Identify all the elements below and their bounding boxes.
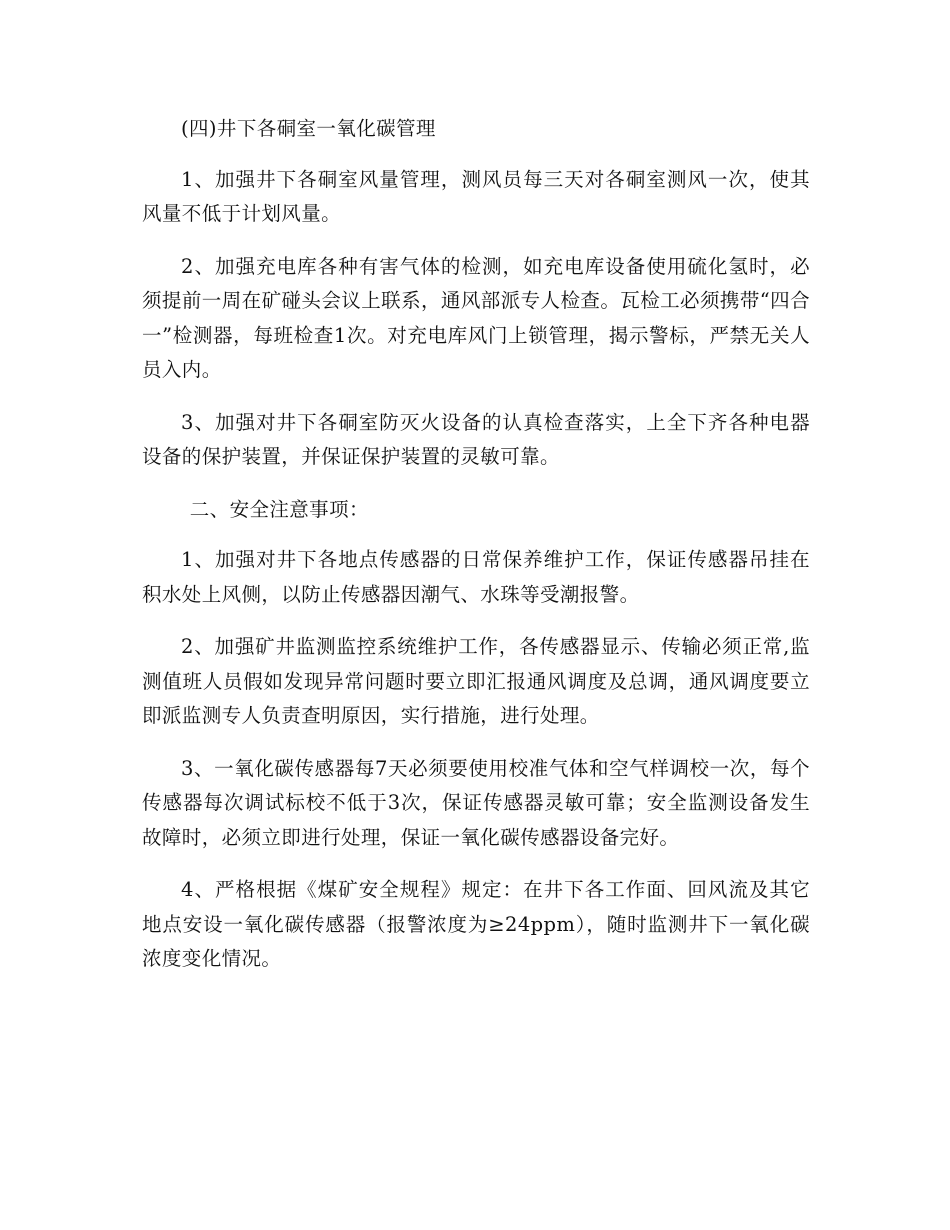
section-four-heading: (四)井下各硐室一氧化碳管理 xyxy=(181,117,436,140)
document-body xyxy=(142,112,810,995)
section-two-item-3: 3、一氧化碳传感器每7天必须要使用校准气体和空气样调校一次，每个传感器每次调试标校不低于3次，保证传感器灵敏可靠；安全监测设备发生故障时，必须立即进行处理，保证一氧化碳传感器设备完好。 xyxy=(142,756,810,849)
section-four-item-3: 3、加强对井下各硐室防灭火设备的认真检查落实，上全下齐各种电器设备的保护装置，并保证保护装置的灵敏可靠。 xyxy=(142,410,810,468)
section-four-item-2: 2、加强充电库各种有害气体的检测，如充电库设备使用硫化氢时，必须提前一周在矿碰头会议上联系，通风部派专人检查。瓦检工必须携带“四合一”检测器，每班检查1次。对充电库风门上锁管理，揭示警标，严禁无关人员入内。 xyxy=(142,254,810,381)
section-two-item-4: 4、严格根据《煤矿安全规程》规定：在井下各工作面、回风流及其它地点安设一氧化碳传感器（报警浓度为≥24ppm），随时监测井下一氧化碳浓度变化情况。 xyxy=(142,878,810,970)
section-two-item-2: 2、加强矿井监测监控系统维护工作，各传感器显示、传输必须正常,监测值班人员假如发现异常问题时要立即汇报通风调度及总调，通风调度要立即派监测专人负责查明原因，实行措施，进行处理。 xyxy=(142,635,810,727)
section-four-item-1: 1、加强井下各硐室风量管理，测风员每三天对各硐室测风一次，使其风量不低于计划风量。 xyxy=(142,167,810,225)
section-two-heading: 二、安全注意事项： xyxy=(189,497,369,521)
section-two-item-1: 1、加强对井下各地点传感器的日常保养维护工作，保证传感器吊挂在积水处上风侧，以防止传感器因潮气、水珠等受潮报警。 xyxy=(142,548,810,606)
